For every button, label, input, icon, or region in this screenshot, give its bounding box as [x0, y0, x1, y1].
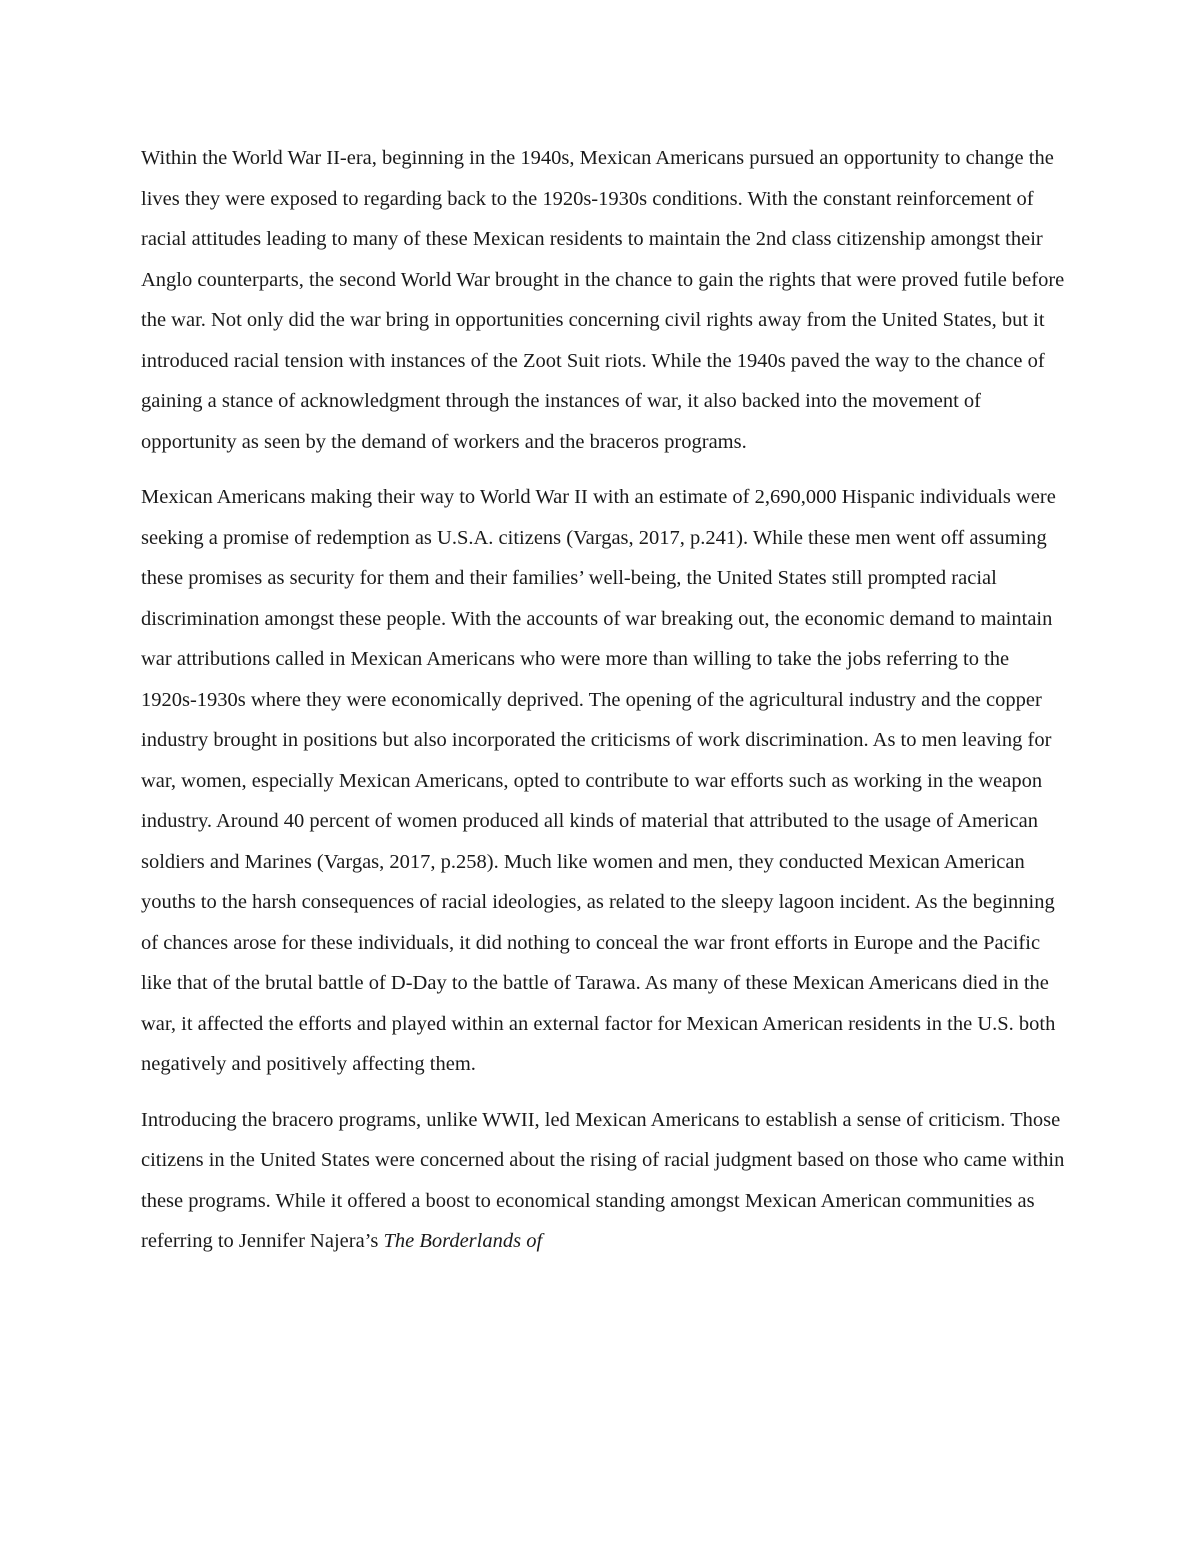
paragraph-1: Within the World War II-era, beginning in the 1940s, Mexican Americans pursued an opportunity to change the lives they were exposed to regarding back to the 1920s-1930s conditions. With the constant reinforcement of racial attitudes leading to many of these Mexican residents to maintain the 2nd class citizenship amongst their Anglo counterparts, the second World War brought in the chance to gain the rights that were proved futile before the war. Not only did the war bring in opportunities concerning civil rights away from the United States, but it introduced racial tension with instances of the Zoot Suit riots. While the 1940s paved the way to the chance of gaining a stance of acknowledgment through the instances of war, it also backed into the movement of opportunity as seen by the demand of workers and the braceros programs. [141, 147, 1065, 453]
document-body [141, 138, 1065, 1262]
paragraph-2: Mexican Americans making their way to World War II with an estimate of 2,690,000 Hispanic individuals were seeking a promise of redemption as U.S.A. citizens (Vargas, 2017, p.241). While these men went off assuming these promises as security for them and their families’ well-being, the United States still prompted racial discrimination amongst these people. With the accounts of war breaking out, the economic demand to maintain war attributions called in Mexican Americans who were more than willing to take the jobs referring to the 1920s-1930s where they were economically deprived. The opening of the agricultural industry and the copper industry brought in positions but also incorporated the criticisms of work discrimination. As to men leaving for war, women, especially Mexican Americans, opted to contribute to war efforts such as working in the weapon industry. Around 40 percent of women produced all kinds of material that attributed to the usage of American soldiers and Marines (Vargas, 2017, p.258). Much like women and men, they conducted Mexican American youths to the harsh consequences of racial ideologies, as related to the sleepy lagoon incident. As the beginning of chances arose for these individuals, it did nothing to conceal the war front efforts in Europe and the Pacific like that of the brutal battle of D-Day to the battle of Tarawa. As many of these Mexican Americans died in the war, it affected the efforts and played within an external factor for Mexican American residents in the U.S. both negatively and positively affecting them. [141, 486, 1056, 1075]
book-title: The Borderlands of [383, 1230, 543, 1252]
paragraph-3-text: Introducing the bracero programs, unlike WWII, led Mexican Americans to establish a sense of criticism. Those citizens in the United States were concerned about the rising of racial judgment based on those who came within these programs. While it offered a boost to economical standing amongst Mexican American communities as referring to Jennifer Najera’s [141, 1108, 1065, 1252]
paragraph-3 [141, 1100, 1065, 1262]
